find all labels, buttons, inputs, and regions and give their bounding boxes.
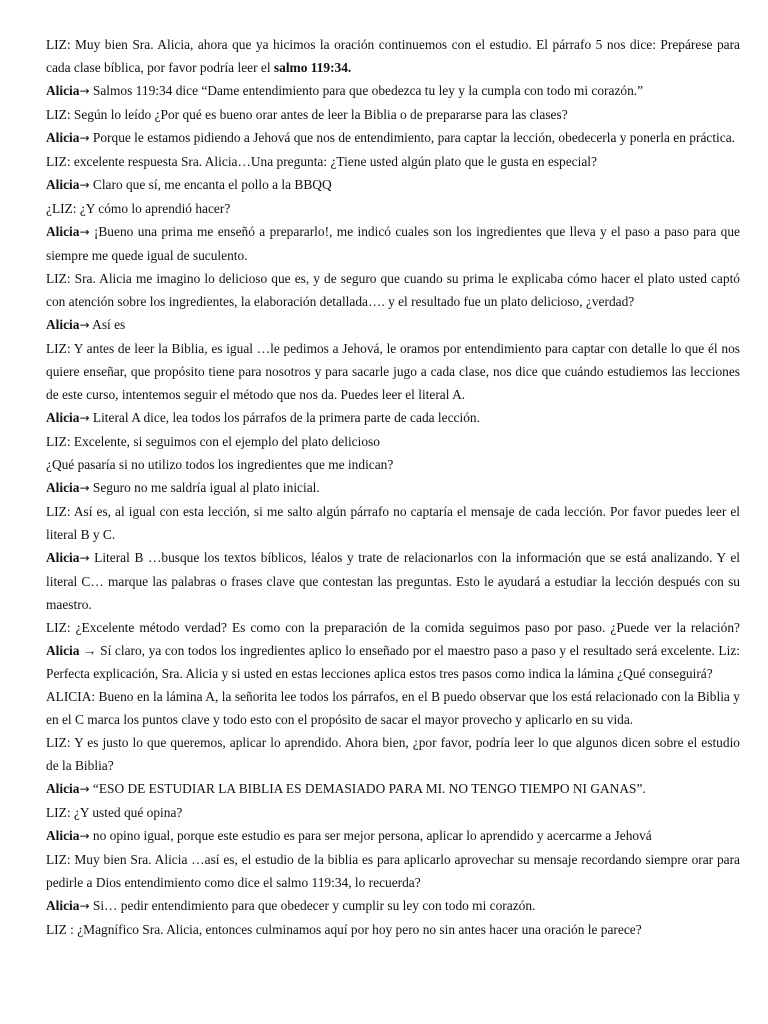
dialogue-text-run: LIZ: Sra. Alicia me imagino lo delicioso que es, y de seguro que cuando su prima le explicaba cómo hacer el plato usted captó con atención sobre los ingredientes, la elaboración detallada…. y el resultado fue un plato delicioso, ¿verdad? <box>46 271 740 309</box>
dialogue-paragraph <box>46 406 740 430</box>
bold-text-run: salmo 119:34. <box>273 60 352 75</box>
speaker-name: Alicia <box>46 480 80 495</box>
dialogue-text-run: ¿LIZ: ¿Y cómo lo aprendió hacer? <box>46 201 231 216</box>
dialogue-text-run: Claro que sí, me encanta el pollo a la BBQQ <box>89 177 332 192</box>
speaker-name: Alicia <box>46 317 80 332</box>
dialogue-paragraph <box>46 173 740 197</box>
arrow-right-icon: → <box>79 481 90 495</box>
dialogue-paragraph <box>46 150 740 173</box>
dialogue-text-run: LIZ: Y antes de leer la Biblia, es igual …le pedimos a Jehová, le oramos por entendimiento para captar con detalle lo que él nos quiere enseñar, que propósito tiene para nosotros y para sacarle jugo a cada clase, nos dice que cuándo estudiemos las lecciones de este curso, intentemos seguir el método que nos da. Puedes leer el literal A. <box>46 341 740 402</box>
dialogue-paragraph <box>46 267 740 313</box>
dialogue-paragraph <box>46 126 740 150</box>
dialogue-text-run: LIZ : ¿Magnífico Sra. Alicia, entonces culminamos aquí por hoy pero no sin antes hacer una oración le parece? <box>46 922 642 937</box>
dialogue-text-run: Salmos 119:34 dice “Dame entendimiento para que obedezca tu ley y la cumpla con todo mi corazón.” <box>89 83 644 98</box>
arrow-right-icon: → <box>79 178 90 192</box>
dialogue-paragraph <box>46 801 740 824</box>
dialogue-text-run: LIZ: excelente respuesta Sra. Alicia…Una pregunta: ¿Tiene usted algún plato que le gusta en especial? <box>46 154 597 169</box>
dialogue-paragraph <box>46 197 740 220</box>
dialogue-paragraph <box>46 103 740 126</box>
arrow-right-icon: → <box>79 84 90 98</box>
dialogue-paragraph <box>46 777 740 801</box>
arrow-right-icon: → <box>79 225 90 239</box>
dialogue-paragraph <box>46 33 740 79</box>
bold-text-run: Alicia <box>46 643 80 658</box>
dialogue-text-run: Porque le estamos pidiendo a Jehová que nos de entendimiento, para captar la lección, obedecerla y ponerla en práctica. <box>89 130 736 145</box>
dialogue-paragraph <box>46 918 740 941</box>
dialogue-paragraph <box>46 337 740 406</box>
dialogue-text-run: LIZ: Muy bien Sra. Alicia, ahora que ya hicimos la oración continuemos con el estudio. El párrafo 5 nos dice: Prepárese para cada clase bíblica, por favor podría leer el <box>46 37 740 75</box>
arrow-right-icon: → <box>79 318 90 332</box>
speaker-name: Alicia <box>46 781 80 796</box>
arrow-right-icon: → <box>79 829 90 843</box>
arrow-right-icon: → <box>79 411 90 425</box>
dialogue-text-run: “ESO DE ESTUDIAR LA BIBLIA ES DEMASIADO PARA MI. NO TENGO TIEMPO NI GANAS”. <box>89 781 646 796</box>
dialogue-text-run: LIZ: Muy bien Sra. Alicia …así es, el estudio de la biblia es para aplicarlo aprovechar su mensaje recordando siempre orar para pedirle a Dios entendimiento como dice el salmo 119:34, lo recuerda? <box>46 852 740 890</box>
dialogue-paragraph <box>46 894 740 918</box>
speaker-name: Alicia <box>46 177 80 192</box>
dialogue-text-run: LIZ: ¿Y usted qué opina? <box>46 805 183 820</box>
dialogue-paragraph <box>46 685 740 731</box>
speaker-name: Alicia <box>46 130 80 145</box>
dialogue-text-run: ¿Qué pasaría si no utilizo todos los ingredientes que me indican? <box>46 457 394 472</box>
speaker-name: Alicia <box>46 224 80 239</box>
dialogue-paragraph <box>46 848 740 894</box>
dialogue-text-run: Seguro no me saldría igual al plato inicial. <box>89 480 320 495</box>
arrow-right-icon: → <box>79 782 90 796</box>
speaker-name: Alicia <box>46 898 80 913</box>
dialogue-paragraph <box>46 546 740 616</box>
dialogue-text-run: LIZ: ¿Excelente método verdad? Es como con la preparación de la comida seguimos paso por paso. ¿Puede ver la relación? <box>46 620 740 635</box>
arrow-right-icon: → <box>79 899 90 913</box>
dialogue-text-run: → Sí claro, ya con todos los ingredientes aplico lo enseñado por el maestro paso a paso y el resultado será excelente. Liz: Perfecta explicación, Sra. Alicia y si usted en estas lecciones aplica estos tres pasos como indica la lámina ¿Qué conseguirá? <box>46 643 740 681</box>
dialogue-paragraph <box>46 824 740 848</box>
speaker-name: Alicia <box>46 410 80 425</box>
dialogue-paragraph <box>46 430 740 453</box>
dialogue-text-run: ¡Bueno una prima me enseñó a prepararlo!, me indicó cuales son los ingredientes que lleva y el paso a paso para que siempre me quede igual de suculento. <box>46 224 740 263</box>
dialogue-text-run: LIZ: Así es, al igual con esta lección, si me salto algún párrafo no captaría el mensaje de cada lección. Por favor puedes leer el literal B y C. <box>46 504 740 542</box>
arrow-right-icon: → <box>79 131 90 145</box>
dialogue-paragraph <box>46 313 740 337</box>
dialogue-text-run: Literal B …busque los textos bíblicos, léalos y trate de relacionarlos con la información que se está analizando. Y el literal C… marque las palabras o frases clave que contestan las preguntas. Esto le ayudará a estudiar la lección después con su maestro. <box>46 550 740 612</box>
dialogue-text-run: Literal A dice, lea todos los párrafos de la primera parte de cada lección. <box>89 410 480 425</box>
dialogue-paragraph <box>46 220 740 267</box>
dialogue-paragraph <box>46 616 740 685</box>
dialogue-paragraph <box>46 79 740 103</box>
dialogue-text-run: no opino igual, porque este estudio es para ser mejor persona, aplicar lo aprendido y acercarme a Jehová <box>89 828 652 843</box>
speaker-name: Alicia <box>46 550 80 565</box>
dialogue-text-run: LIZ: Y es justo lo que queremos, aplicar lo aprendido. Ahora bien, ¿por favor, podría leer lo que algunos dicen sobre el estudio de la Biblia? <box>46 735 740 773</box>
arrow-right-icon: → <box>79 551 90 565</box>
dialogue-text-run: LIZ: Excelente, si seguimos con el ejemplo del plato delicioso <box>46 434 380 449</box>
dialogue-text-run: Así es <box>89 317 126 332</box>
speaker-name: Alicia <box>46 83 80 98</box>
dialogue-text-run: ALICIA: Bueno en la lámina A, la señorita lee todos los párrafos, en el B puedo observar que los está relacionado con la Biblia y en el C marca los puntos clave y todo esto con el propósito de sacar el mayor provecho y aplicarlo en su vida. <box>46 689 740 727</box>
dialogue-paragraph <box>46 500 740 546</box>
dialogue-text-run: LIZ: Según lo leído ¿Por qué es bueno orar antes de leer la Biblia o de prepararse para las clases? <box>46 107 568 122</box>
dialogue-paragraph <box>46 731 740 777</box>
dialogue-text <box>46 33 740 941</box>
speaker-name: Alicia <box>46 828 80 843</box>
dialogue-paragraph <box>46 476 740 500</box>
dialogue-text-run: Si… pedir entendimiento para que obedecer y cumplir su ley con todo mi corazón. <box>89 898 536 913</box>
dialogue-paragraph <box>46 453 740 476</box>
